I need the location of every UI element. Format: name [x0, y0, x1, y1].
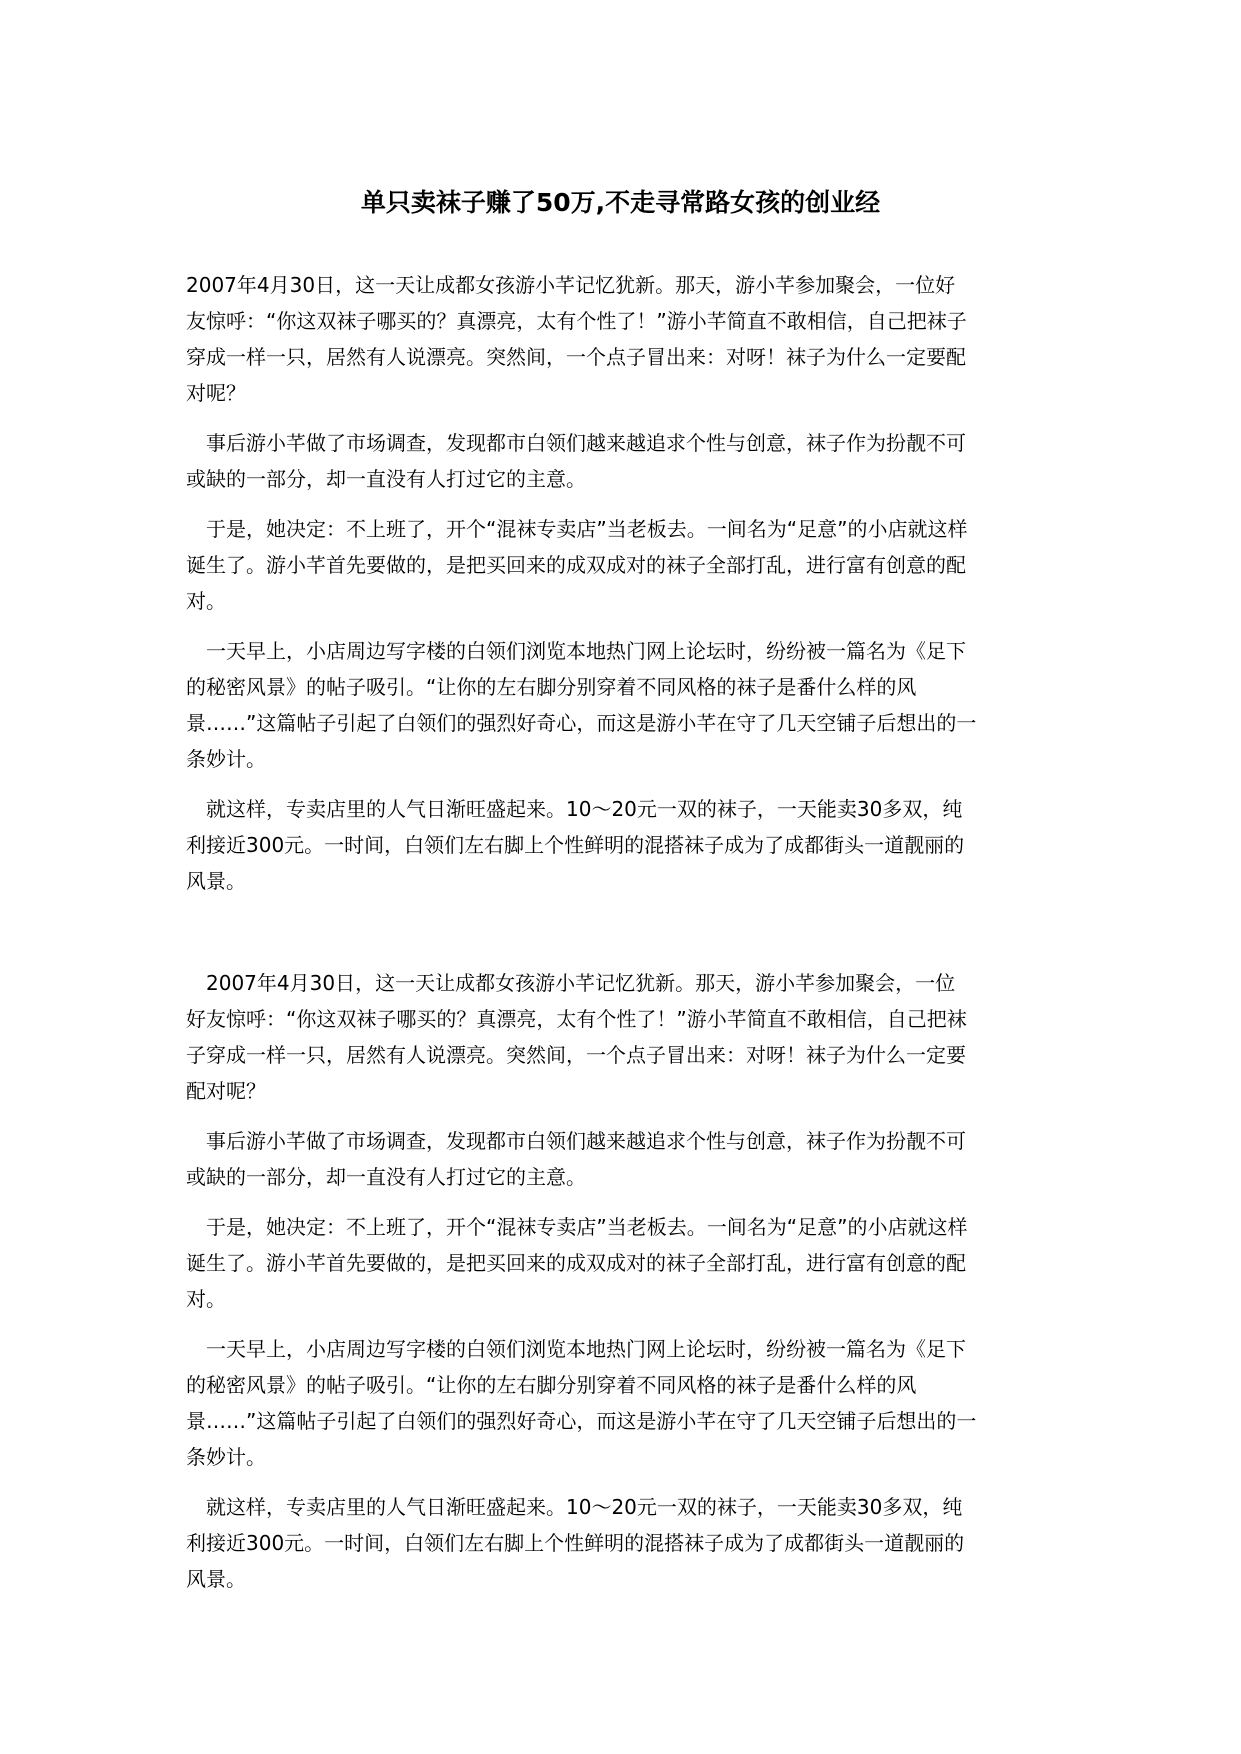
text-line: 就这样，专卖店里的人气日渐旺盛起来。10～20元一双的袜子，一天能卖30多双，纯: [186, 1495, 963, 1519]
text-line: 风景。: [186, 869, 246, 893]
text-line: 条妙计。: [186, 747, 266, 771]
article-section-1: [186, 267, 1046, 899]
text-line: 或缺的一部分，却一直没有人打过它的主意。: [186, 467, 586, 491]
paragraph-forum-post: [186, 1331, 1046, 1475]
text-line: 一天早上，小店周边写字楼的白领们浏览本地热门网上论坛时，纷纷被一篇名为《足下: [186, 1337, 966, 1361]
text-line: 对呢？: [186, 381, 246, 405]
paragraph-success: [186, 1489, 1046, 1597]
paragraph-success: [186, 791, 1046, 899]
text-line: 诞生了。游小芊首先要做的，是把买回来的成双成对的袜子全部打乱，进行富有创意的配: [186, 1251, 966, 1275]
paragraph-shop-opening: [186, 1209, 1046, 1317]
text-line: 子穿成一样一只，居然有人说漂亮。突然间，一个点子冒出来：对呀！袜子为什么一定要: [186, 1043, 966, 1067]
text-line: 2007年4月30日，这一天让成都女孩游小芊记忆犹新。那天，游小芊参加聚会，一位: [186, 971, 956, 995]
paragraph-intro: [186, 965, 1046, 1109]
text-line: 景……”这篇帖子引起了白领们的强烈好奇心，而这是游小芊在守了几天空铺子后想出的一: [186, 711, 977, 735]
document-title: 单只卖袜子赚了50万,不走寻常路女孩的创业经: [360, 187, 881, 217]
text-line: 的秘密风景》的帖子吸引。“让你的左右脚分别穿着不同风格的袜子是番什么样的风: [186, 1373, 917, 1397]
text-line: 景……”这篇帖子引起了白领们的强烈好奇心，而这是游小芊在守了几天空铺子后想出的一: [186, 1409, 977, 1433]
text-line: 配对呢？: [186, 1079, 266, 1103]
text-line: 好友惊呼：“你这双袜子哪买的？真漂亮，太有个性了！”游小芊简直不敢相信，自己把袜: [186, 1007, 967, 1031]
text-line: 事后游小芊做了市场调查，发现都市白领们越来越追求个性与创意，袜子作为扮靓不可: [186, 1129, 966, 1153]
text-line: 条妙计。: [186, 1445, 266, 1469]
text-line: 或缺的一部分，却一直没有人打过它的主意。: [186, 1165, 586, 1189]
paragraph-market-research: [186, 1123, 1046, 1195]
text-line: 一天早上，小店周边写字楼的白领们浏览本地热门网上论坛时，纷纷被一篇名为《足下: [186, 639, 966, 663]
text-line: 于是，她决定：不上班了，开个“混袜专卖店”当老板去。一间名为“足意”的小店就这样: [186, 1215, 968, 1239]
text-line: 友惊呼：“你这双袜子哪买的？真漂亮，太有个性了！”游小芊简直不敢相信，自己把袜子: [186, 309, 967, 333]
text-line: 事后游小芊做了市场调查，发现都市白领们越来越追求个性与创意，袜子作为扮靓不可: [186, 431, 966, 455]
text-line: 于是，她决定：不上班了，开个“混袜专卖店”当老板去。一间名为“足意”的小店就这样: [186, 517, 968, 541]
text-line: 风景。: [186, 1567, 246, 1591]
paragraph-forum-post: [186, 633, 1046, 777]
text-line: 对。: [186, 1287, 226, 1311]
text-line: 2007年4月30日，这一天让成都女孩游小芊记忆犹新。那天，游小芊参加聚会，一位好: [186, 273, 956, 297]
paragraph-intro: [186, 267, 1046, 411]
text-line: 就这样，专卖店里的人气日渐旺盛起来。10～20元一双的袜子，一天能卖30多双，纯: [186, 797, 963, 821]
article-section-2: [186, 965, 1046, 1597]
text-line: 利接近300元。一时间，白领们左右脚上个性鲜明的混搭袜子成为了成都街头一道靓丽的: [186, 833, 965, 857]
text-line: 利接近300元。一时间，白领们左右脚上个性鲜明的混搭袜子成为了成都街头一道靓丽的: [186, 1531, 965, 1555]
text-line: 诞生了。游小芊首先要做的，是把买回来的成双成对的袜子全部打乱，进行富有创意的配: [186, 553, 966, 577]
text-line: 穿成一样一只，居然有人说漂亮。突然间，一个点子冒出来：对呀！袜子为什么一定要配: [186, 345, 966, 369]
paragraph-market-research: [186, 425, 1046, 497]
text-line: 对。: [186, 589, 226, 613]
text-line: 的秘密风景》的帖子吸引。“让你的左右脚分别穿着不同风格的袜子是番什么样的风: [186, 675, 917, 699]
paragraph-shop-opening: [186, 511, 1046, 619]
